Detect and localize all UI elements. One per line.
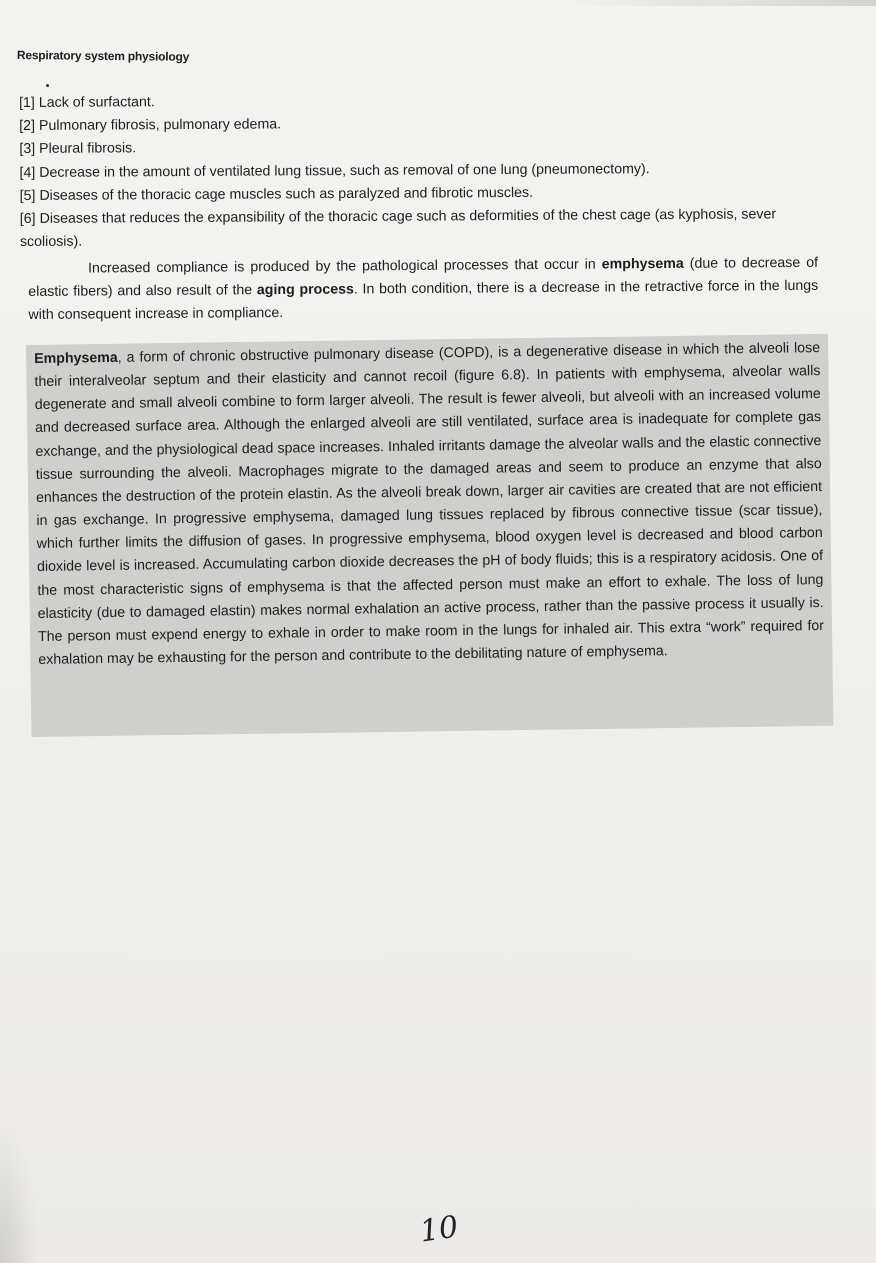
- list-item-text: Pleural fibrosis.: [39, 140, 137, 158]
- list-item-text: Diseases of the thoracic cage muscles such as paralyzed and fibrotic muscles.: [39, 184, 534, 204]
- scan-edge-shadow: [556, 0, 876, 6]
- emphysema-term: emphysema: [601, 255, 684, 273]
- list-item-text: Diseases that reduces the expansibility of the thoracic cage such as deformities of the chest cage (as kyphosis, sever scoliosis).: [19, 206, 777, 251]
- paragraph-text: Increased compliance is produced by the pathological processes that occur in: [88, 256, 602, 277]
- pen-mark: [46, 84, 49, 87]
- list-item-number: [4]: [19, 164, 36, 181]
- list-item-text: Decrease in the amount of ventilated lung tissue, such as removal of one lung (pneumonectomy).: [39, 160, 650, 181]
- list-item-number: [2]: [19, 118, 36, 135]
- list-item-number: [6]: [19, 210, 36, 228]
- list-item-number: [5]: [19, 187, 36, 204]
- cause-list: [19, 87, 820, 254]
- scan-corner-shadow: [0, 1123, 40, 1263]
- list-item-number: [1]: [19, 94, 35, 111]
- running-header: Respiratory system physiology: [16, 48, 190, 64]
- paragraph-text: , a form of chronic obstructive pulmonary disease (COPD), is a degenerative disease in which the alveoli lose their interalveolar septum and their elasticity and cannot recoil (figure 6.8). In patients with emphysema, alveolar walls degenerate and small alveoli combine to form larger alveoli. The result is fewer alveoli, but alveoli with an increased volume and decreased surface area. Although the enlarged alveoli are still ventilated, surface area is inadequate for complete gas exchange, and the physiological dead space increases. Inhaled irritants damage the alveolar walls and the elastic connective tissue surrounding the alveoli. Macrophages migrate to the damaged areas and seem to produce an enzyme that also enhances the destruction of the protein elastin. As the alveoli break down, larger air cavities are created that are not efficient in gas exchange. In progressive emphysema, damaged lung tissues replaced by fibrous connective tissue (scar tissue), which further limits the diffusion of gases. In progressive emphysema, blood oxygen level is decreased and blood carbon dioxide level is increased. Accumulating carbon dioxide decreases the pH of body fluids; this is a respiratory acidosis. One of the most characteristic signs of emphysema is that the affected person must make an effort to exhale. The loss of lung elasticity (due to damaged elastin) makes normal exhalation an active process, rather than the passive process it usually is. The person must expend energy to exhale in order to make room in the lungs for inhaled air. This extra “work” required for exhalation may be exhausting for the person and contribute to the debilitating nature of emphysema.: [34, 340, 825, 669]
- handwritten-page-number: 10: [417, 1209, 461, 1250]
- aging-term: aging process: [256, 281, 354, 299]
- list-item-text: Pulmonary fibrosis, pulmonary edema.: [38, 116, 282, 135]
- emphysema-paragraph: [34, 337, 824, 672]
- emphysema-heading-term: Emphysema: [34, 349, 118, 367]
- list-item: [20, 203, 820, 254]
- compliance-paragraph: [28, 252, 819, 328]
- paragraph-text: . In both condition, there is a decrease in the retractive force in the lungs with consequent increase in compliance.: [28, 277, 819, 324]
- list-item-number: [3]: [19, 141, 36, 158]
- paragraph-text: (due to decrease of elastic fibers) and also result of the: [28, 254, 819, 301]
- list-item-text: Lack of surfactant.: [38, 94, 155, 111]
